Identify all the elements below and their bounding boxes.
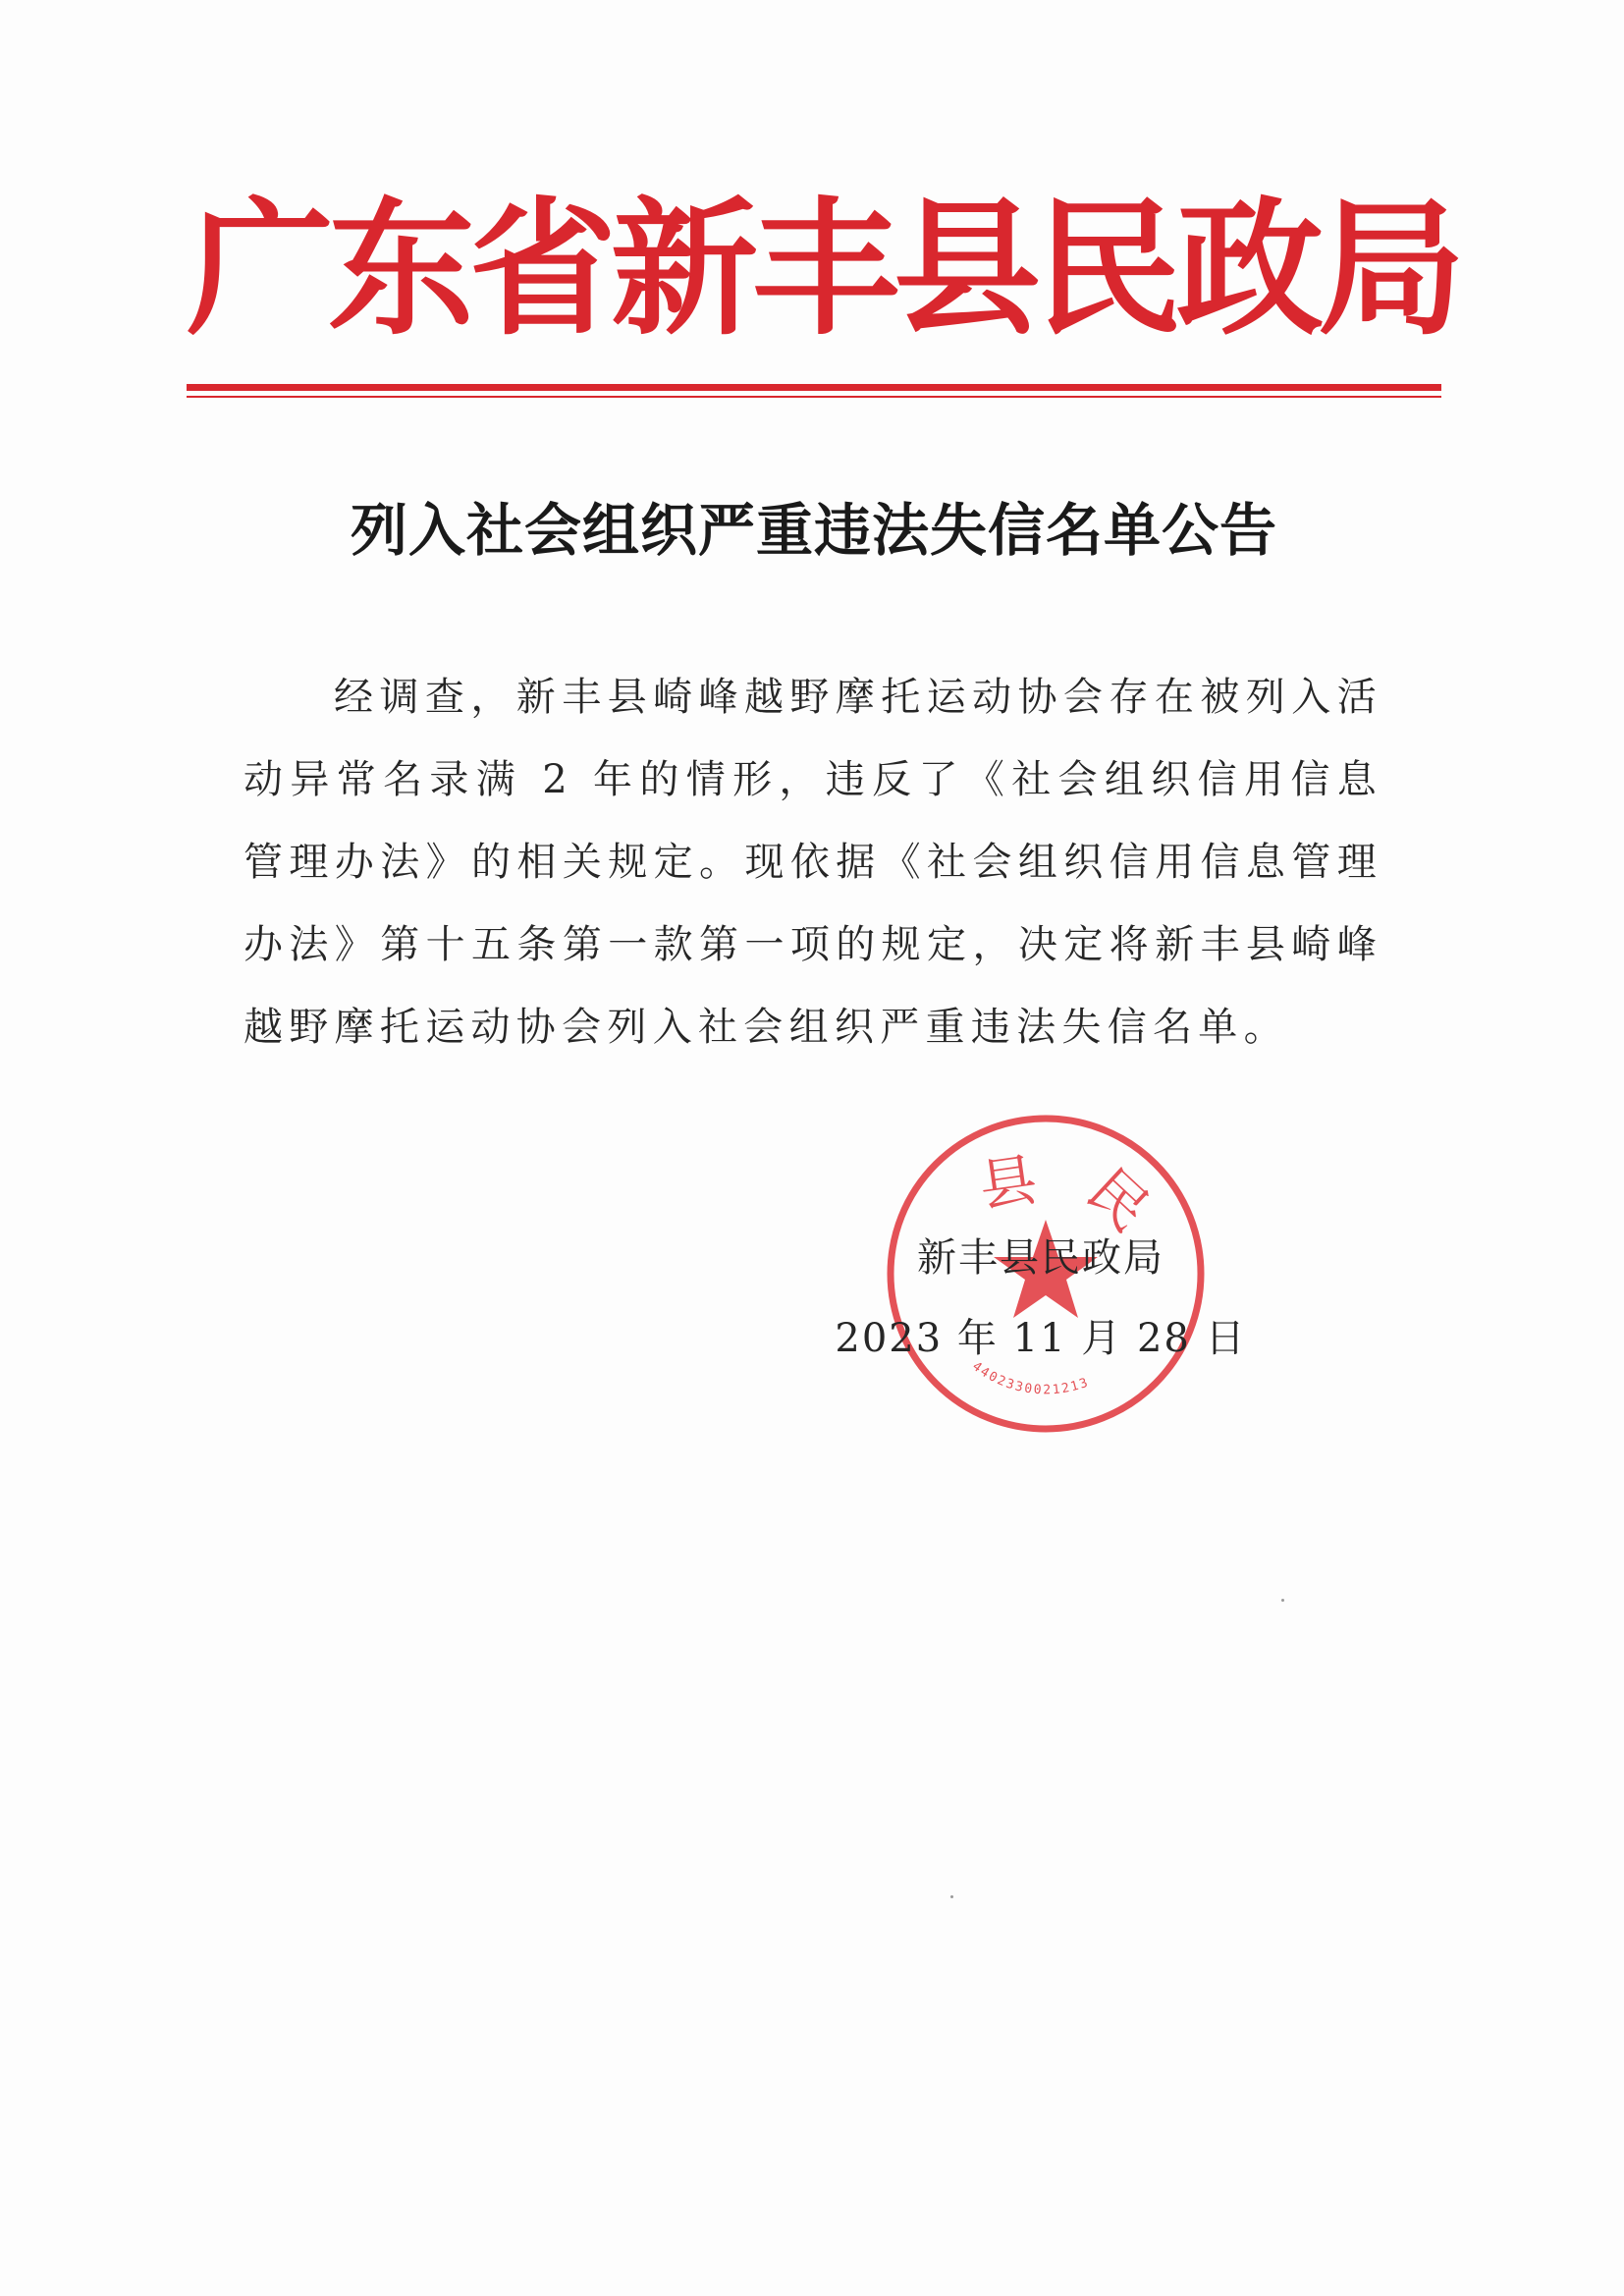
header-red-rule-thin xyxy=(187,396,1441,398)
seal-serial-number: 4402330021213 xyxy=(969,1359,1092,1398)
notice-body: 经调查，新丰县崎峰越野摩托运动协会存在被列入活动异常名录满 2 年的情形，违反了《社会组织信用信息管理办法》的相关规定。现依据《社会组织信用信息管理办法》第十五条第一款第一项的规定，决定将新丰县崎峰越野摩托运动协会列入社会组织严重违法失信名单。 xyxy=(244,675,1382,1050)
signature-block xyxy=(825,1218,1257,1379)
issuer-name: 新丰县民政局 xyxy=(917,1235,1164,1281)
scan-speck xyxy=(950,1895,953,1898)
scan-speck xyxy=(1281,1599,1284,1602)
issue-date: 2023 年 11 月 28 日 xyxy=(835,1316,1247,1361)
notice-title: 列入社会组织严重违法失信名单公告 xyxy=(350,497,1277,564)
header-red-rule-thick xyxy=(187,384,1441,391)
agency-header-title: 广东省新丰县民政局 xyxy=(187,185,1460,355)
seal-lettering-top: 县民 xyxy=(975,1140,1191,1271)
